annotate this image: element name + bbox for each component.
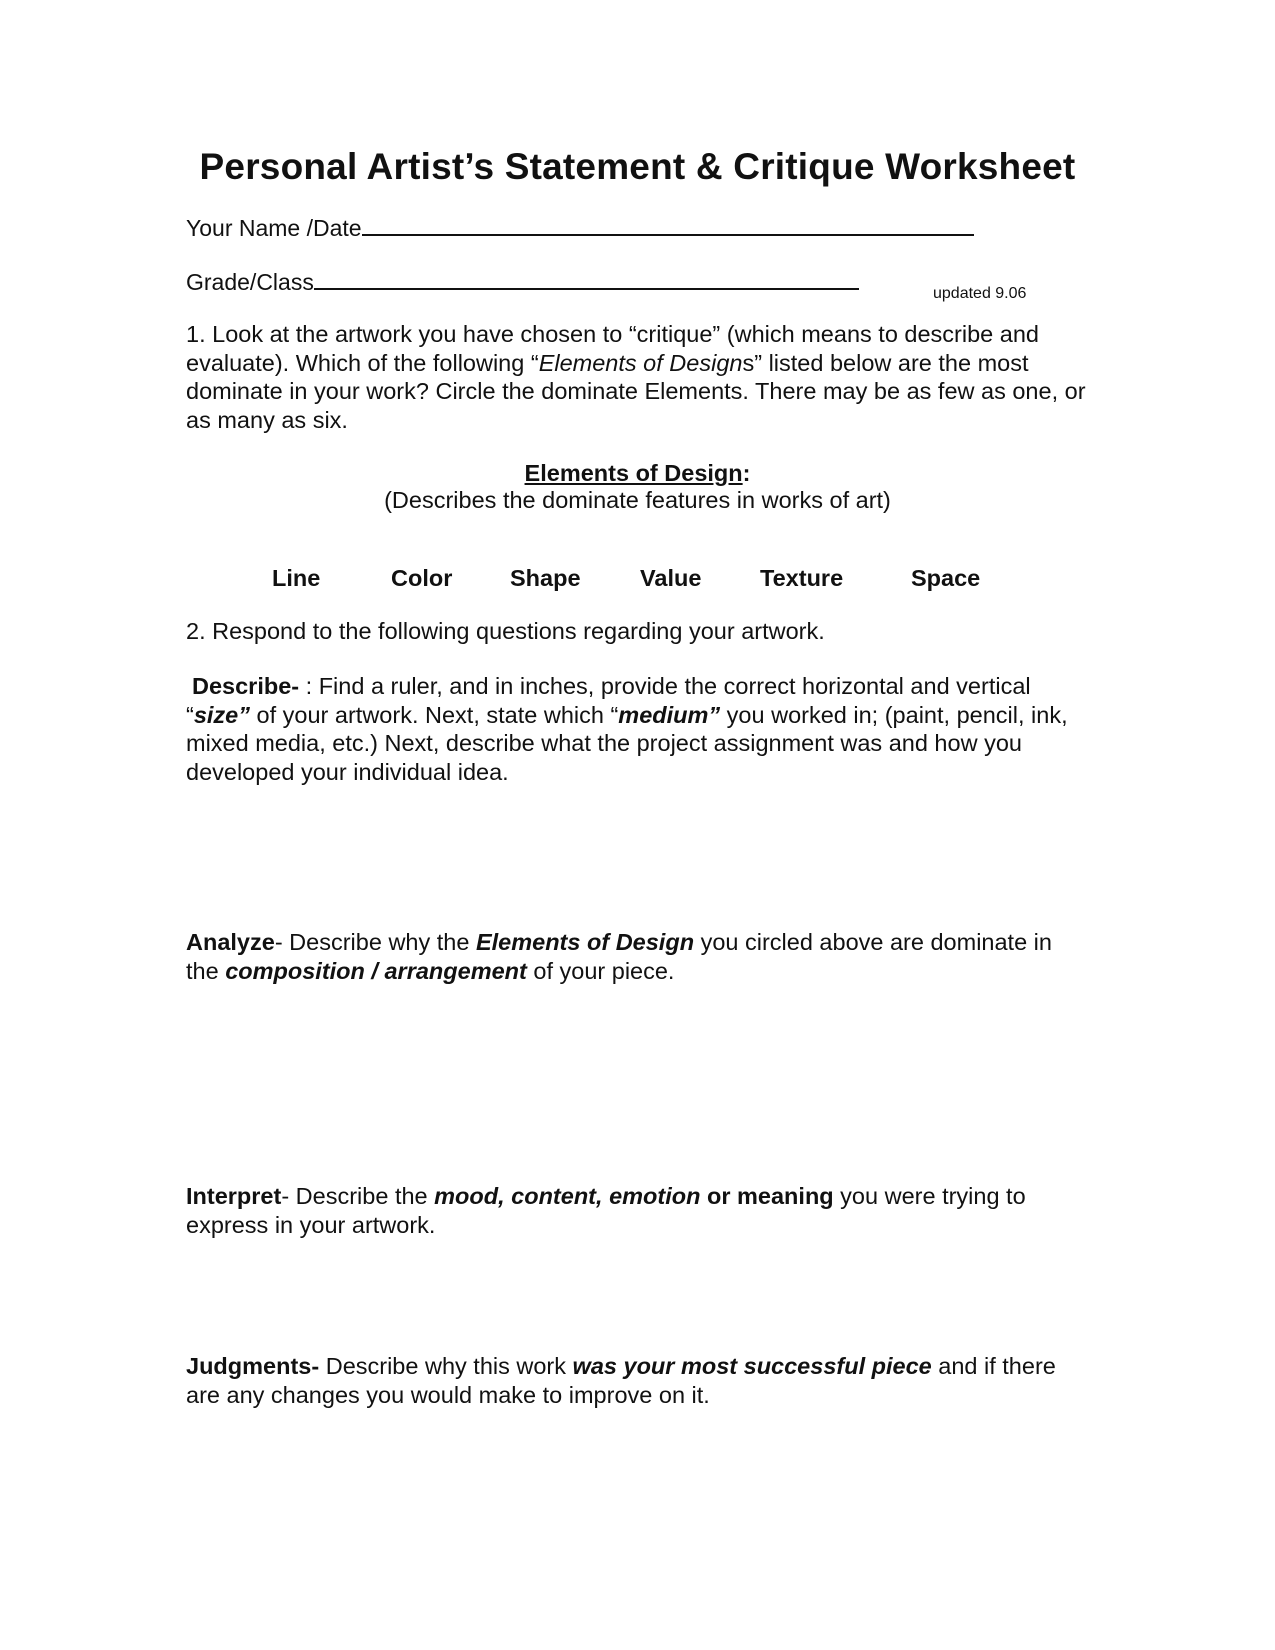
element-color[interactable]: Color [391, 565, 453, 591]
elements-heading-colon: : [742, 460, 751, 486]
element-line[interactable]: Line [272, 565, 321, 591]
elements-heading [0, 459, 1275, 487]
page-title: Personal Artist’s Statement & Critique Worksheet [199, 146, 1076, 187]
name-date-label: Your Name /Date [186, 215, 362, 241]
analyze-text-b: you circled above are dominate in the [186, 929, 1052, 984]
analyze-text-c: of your piece. [526, 957, 675, 984]
describe-size: size” [193, 701, 250, 728]
analyze-emphasis-2: composition / arrangement [225, 957, 527, 984]
judgments-label: Judgments- [186, 1353, 320, 1379]
element-value[interactable]: Value [640, 565, 702, 591]
name-date-blank[interactable] [362, 212, 974, 236]
grade-class-field[interactable] [186, 266, 859, 296]
element-texture[interactable]: Texture [760, 565, 844, 591]
analyze-section [186, 928, 1086, 985]
analyze-text-a: - Describe why the [274, 929, 476, 955]
elements-subheading: (Describes the dominate features in works of art) [384, 487, 891, 513]
question-1 [186, 320, 1086, 434]
element-shape[interactable]: Shape [510, 565, 581, 591]
question-1-text-b: s” listed below are the most dominate in your work? Circle the dominate Elements. There may be as few as one, or as many as six. [186, 349, 1086, 433]
question-1-text-a: 1. Look at the artwork you have chosen to “critique” (which means to describe and evaluate). Which of the following “ [186, 321, 1039, 376]
interpret-bold: or meaning [700, 1183, 834, 1209]
interpret-text-b: you were trying to express in your artwork. [186, 1183, 1026, 1238]
interpret-text-a: - Describe the [281, 1183, 435, 1209]
updated-note: updated 9.06 [933, 285, 1027, 302]
judgments-text-b: and if there are any changes you would make to improve on it. [186, 1353, 1056, 1408]
describe-text-a: : Find a ruler, and in inches, provide the correct horizontal and vertical “ [186, 673, 1031, 728]
describe-label: Describe- [192, 673, 300, 699]
judgments-text-a: Describe why this work [319, 1353, 573, 1379]
interpret-label: Interpret [186, 1183, 282, 1209]
describe-section [186, 672, 1086, 786]
name-date-field[interactable] [186, 212, 974, 242]
judgments-emphasis: was your most successful piece [572, 1353, 932, 1379]
analyze-label: Analyze [186, 929, 275, 955]
elements-list [0, 565, 1275, 595]
describe-text-b: of your artwork. Next, state which “ [250, 701, 619, 728]
describe-medium: medium” [618, 701, 721, 728]
interpret-section [186, 1182, 1086, 1239]
question-1-emphasis: Elements of Design [538, 349, 743, 376]
interpret-emphasis: mood, content, emotion [434, 1183, 701, 1209]
analyze-emphasis-1: Elements of Design [475, 929, 695, 955]
elements-heading-text: Elements of Design [524, 460, 743, 486]
grade-class-blank[interactable] [314, 266, 859, 290]
question-2: 2. Respond to the following questions regarding your artwork. [186, 618, 825, 644]
judgments-section [186, 1352, 1086, 1409]
describe-text-c: you worked in; (paint, pencil, ink, mixed media, etc.) Next, describe what the project assignment was and how you developed your individual idea. [186, 701, 1068, 785]
element-space[interactable]: Space [911, 565, 981, 591]
grade-class-label: Grade/Class [186, 269, 314, 295]
